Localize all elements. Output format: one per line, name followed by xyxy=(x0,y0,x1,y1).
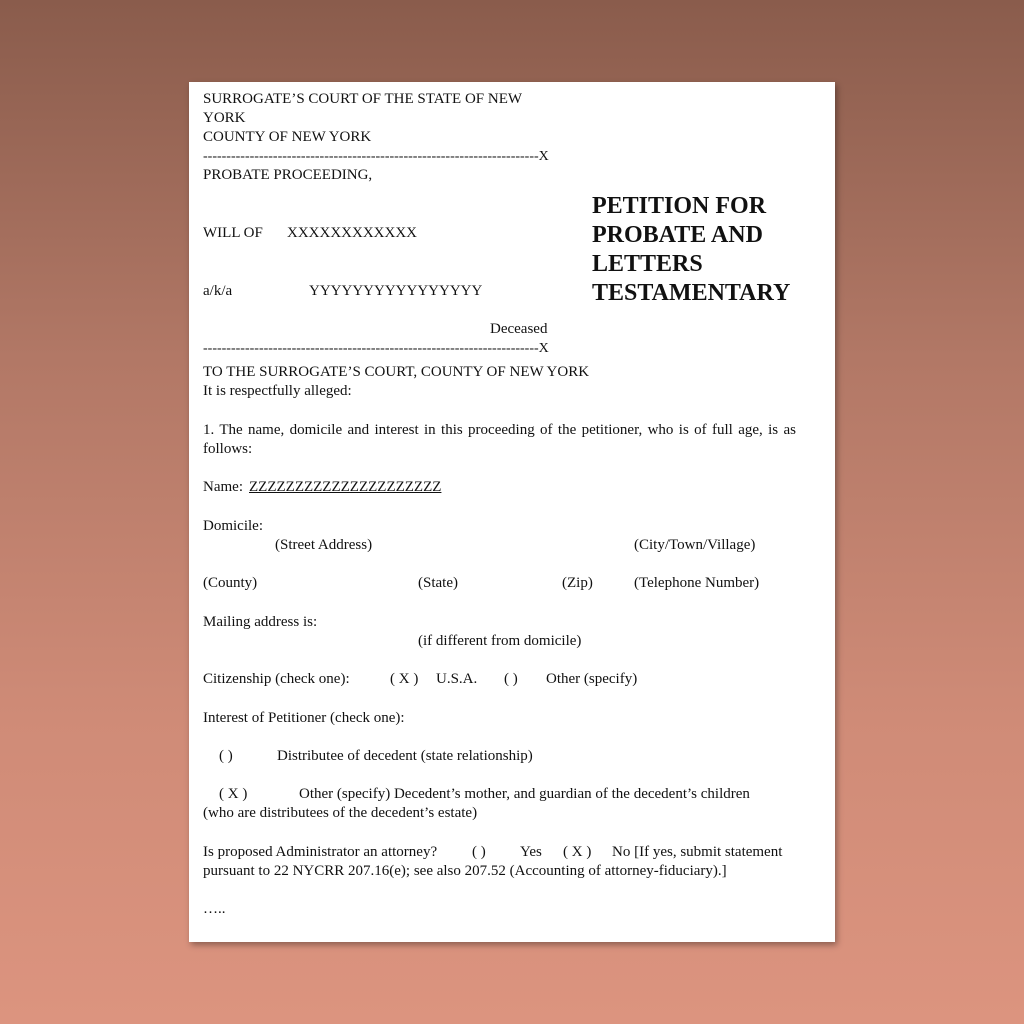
state-label: (State) xyxy=(418,575,458,591)
attorney-yes-label: Yes xyxy=(520,844,542,860)
domicile-label: Domicile: xyxy=(203,518,263,534)
attorney-no-label: No [If yes, submit statement xyxy=(612,844,783,860)
attorney-yes-checkbox[interactable]: ( ) xyxy=(472,844,486,860)
county-line: COUNTY OF NEW YORK xyxy=(203,129,372,145)
document-page xyxy=(189,82,835,942)
city-label: (City/Town/Village) xyxy=(634,537,756,553)
petition-title xyxy=(592,192,790,308)
aka-label: a/k/a xyxy=(203,283,233,299)
caption-rule-top: ------------------------------------------------------------------------X xyxy=(203,149,549,164)
name-label: Name: xyxy=(203,479,243,495)
interest-label: Interest of Petitioner (check one): xyxy=(203,710,405,726)
attorney-continuation: pursuant to 22 NYCRR 207.16(e); see also 207.52 (Accounting of attorney-fiduciary).] xyxy=(203,863,727,879)
other-interest-checkbox[interactable]: ( X ) xyxy=(219,786,248,802)
petition-title-line: PROBATE AND xyxy=(592,222,763,248)
alleged-line: It is respectfully alleged: xyxy=(203,383,352,399)
attorney-no-checkbox[interactable]: ( X ) xyxy=(563,844,592,860)
citizenship-label: Citizenship (check one): xyxy=(203,671,350,687)
mailing-address-note: (if different from domicile) xyxy=(418,633,582,649)
will-of-name: XXXXXXXXXXXX xyxy=(287,225,417,241)
item-1-paragraph: 1. The name, domicile and interest in this proceeding of the petitioner, who is of full age, is as follows: xyxy=(203,422,796,457)
petition-title-line: TESTAMENTARY xyxy=(592,280,791,306)
mailing-address-label: Mailing address is: xyxy=(203,614,318,630)
petition-title-line: PETITION FOR xyxy=(592,193,767,219)
petition-title-line: LETTERS xyxy=(592,251,703,277)
petitioner-name-value: ZZZZZZZZZZZZZZZZZZZZZ xyxy=(249,479,442,495)
ellipsis: ….. xyxy=(203,901,226,917)
citizenship-usa-checkbox[interactable]: ( X ) xyxy=(390,671,419,687)
court-name-line2: YORK xyxy=(203,110,246,126)
aka-name: YYYYYYYYYYYYYYYY xyxy=(309,283,483,299)
citizenship-usa-label: U.S.A. xyxy=(436,671,478,687)
distributee-label: Distributee of decedent (state relationship) xyxy=(277,748,533,764)
telephone-label: (Telephone Number) xyxy=(634,575,760,591)
other-interest-continuation: (who are distributees of the decedent’s estate) xyxy=(203,805,478,821)
deceased-label: Deceased xyxy=(490,321,548,337)
will-of-label: WILL OF xyxy=(203,225,263,241)
street-address-label: (Street Address) xyxy=(275,537,373,553)
caption-rule-bottom: ------------------------------------------------------------------------X xyxy=(203,341,549,356)
other-interest-label: Other (specify) Decedent’s mother, and guardian of the decedent’s children xyxy=(299,786,750,802)
county-label: (County) xyxy=(203,575,258,591)
distributee-checkbox[interactable]: ( ) xyxy=(219,748,233,764)
to-court-line: TO THE SURROGATE’S COURT, COUNTY OF NEW YORK xyxy=(203,364,590,380)
citizenship-other-checkbox[interactable]: ( ) xyxy=(504,671,518,687)
court-name-line1: SURROGATE’S COURT OF THE STATE OF NEW xyxy=(203,91,523,107)
citizenship-other-label: Other (specify) xyxy=(546,671,638,687)
attorney-question: Is proposed Administrator an attorney? xyxy=(203,844,438,860)
zip-label: (Zip) xyxy=(562,575,593,591)
proceeding-line: PROBATE PROCEEDING, xyxy=(203,167,373,183)
